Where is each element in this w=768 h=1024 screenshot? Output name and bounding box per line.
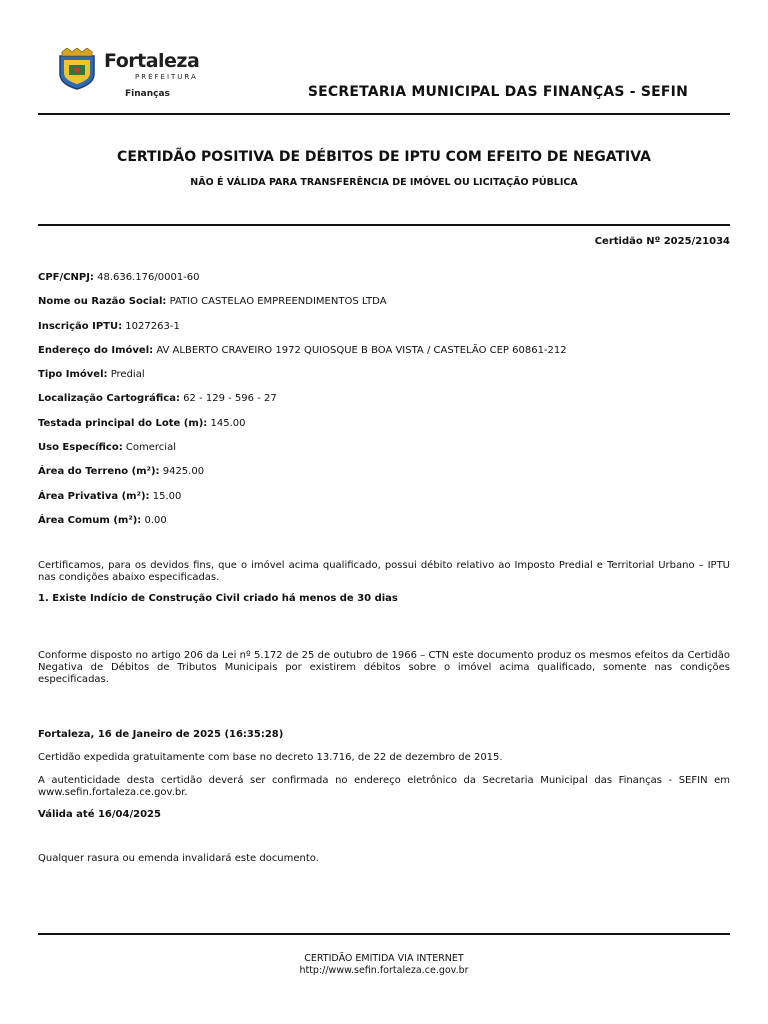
field-area-comum: [38, 515, 167, 526]
header-divider: [38, 113, 730, 115]
field-value: Comercial: [125, 442, 176, 453]
city-crest-icon: [56, 48, 98, 90]
field-value: 0.00: [144, 515, 167, 526]
field-label: Área Privativa (m²):: [38, 491, 150, 502]
field-label: Inscrição IPTU:: [38, 321, 123, 332]
field-value: AV ALBERTO CRAVEIRO 1972 QUIOSQUE B BOA VISTA / CASTELÃO CEP 60861-212: [156, 345, 567, 356]
field-label: Área do Terreno (m²):: [38, 466, 160, 477]
document-title: CERTIDÃO POSITIVA DE DÉBITOS DE IPTU COM EFEITO DE NEGATIVA: [117, 149, 651, 165]
field-label: Nome ou Razão Social:: [38, 296, 167, 307]
field-value: PATIO CASTELAO EMPREENDIMENTOS LTDA: [169, 296, 387, 307]
footer-line1: CERTIDÃO EMITIDA VIA INTERNET: [304, 953, 464, 964]
field-cpf-cnpj: [38, 272, 200, 283]
certificate-page: [38, 0, 730, 1024]
field-area-terreno: [38, 466, 204, 477]
certificate-number: Certidão Nº 2025/21034: [594, 236, 730, 247]
issue-date: Fortaleza, 16 de Janeiro de 2025 (16:35:28): [38, 729, 284, 740]
condition-item: 1. Existe Indício de Construção Civil criado há menos de 30 dias: [38, 593, 398, 604]
field-label: Testada principal do Lote (m):: [38, 418, 208, 429]
field-uso: [38, 442, 176, 453]
brand-financas: Finanças: [125, 89, 170, 99]
rasura-note: Qualquer rasura ou emenda invalidará este documento.: [38, 853, 319, 864]
field-label: Tipo Imóvel:: [38, 369, 108, 380]
field-value: 62 - 129 - 596 - 27: [183, 393, 277, 404]
field-inscricao: [38, 321, 180, 332]
field-value: 145.00: [210, 418, 246, 429]
validity-date: Válida até 16/04/2025: [38, 809, 161, 820]
footer-divider: [38, 933, 730, 935]
field-localizacao: [38, 393, 277, 404]
legal-paragraph: Conforme disposto no artigo 206 da Lei nº 5.172 de 25 de outubro de 1966 – CTN este documento produz os mesmos efeitos da Certidão Negativa de Débitos de Tributos Municipais por existirem débitos sobre o imóvel acima qualificado, somente nas condições especificadas.: [38, 650, 730, 685]
authenticity-note: A autenticidade desta certidão deverá ser confirmada no endereço eletrônico da Secretaria Municipal das Finanças - SEFIN em www.sefin.fortaleza.ce.gov.br.: [38, 775, 730, 798]
brand-sub: PREFEITURA: [135, 73, 198, 81]
field-area-privativa: [38, 491, 181, 502]
field-label: Área Comum (m²):: [38, 515, 142, 526]
field-nome: [38, 296, 387, 307]
field-endereco: [38, 345, 567, 356]
free-issue-note: Certidão expedida gratuitamente com base no decreto 13.716, de 22 de dezembro de 2015.: [38, 752, 503, 763]
field-label: CPF/CNPJ:: [38, 272, 94, 283]
field-tipo: [38, 369, 145, 380]
field-label: Endereço do Imóvel:: [38, 345, 154, 356]
field-value: 48.636.176/0001-60: [97, 272, 200, 283]
field-label: Uso Específico:: [38, 442, 123, 453]
field-value: 15.00: [152, 491, 182, 502]
prefeitura-logo: [56, 42, 216, 104]
document-subtitle: NÃO É VÁLIDA PARA TRANSFERÊNCIA DE IMÓVEL OU LICITAÇÃO PÚBLICA: [190, 177, 578, 188]
footer-url: http://www.sefin.fortaleza.ce.gov.br: [299, 965, 469, 976]
secretaria-heading: SECRETARIA MUNICIPAL DAS FINANÇAS - SEFIN: [307, 84, 688, 100]
field-value: 9425.00: [162, 466, 205, 477]
field-value: 1027263-1: [125, 321, 180, 332]
field-value: Predial: [110, 369, 145, 380]
certify-paragraph: Certificamos, para os devidos fins, que o imóvel acima qualificado, possui débito relativo ao Imposto Predial e Territorial Urbano – IPTU nas condições abaixo especificadas.: [38, 560, 730, 583]
field-testada: [38, 418, 246, 429]
brand-name: Fortaleza: [104, 50, 200, 72]
field-label: Localização Cartográfica:: [38, 393, 180, 404]
title-divider: [38, 224, 730, 226]
